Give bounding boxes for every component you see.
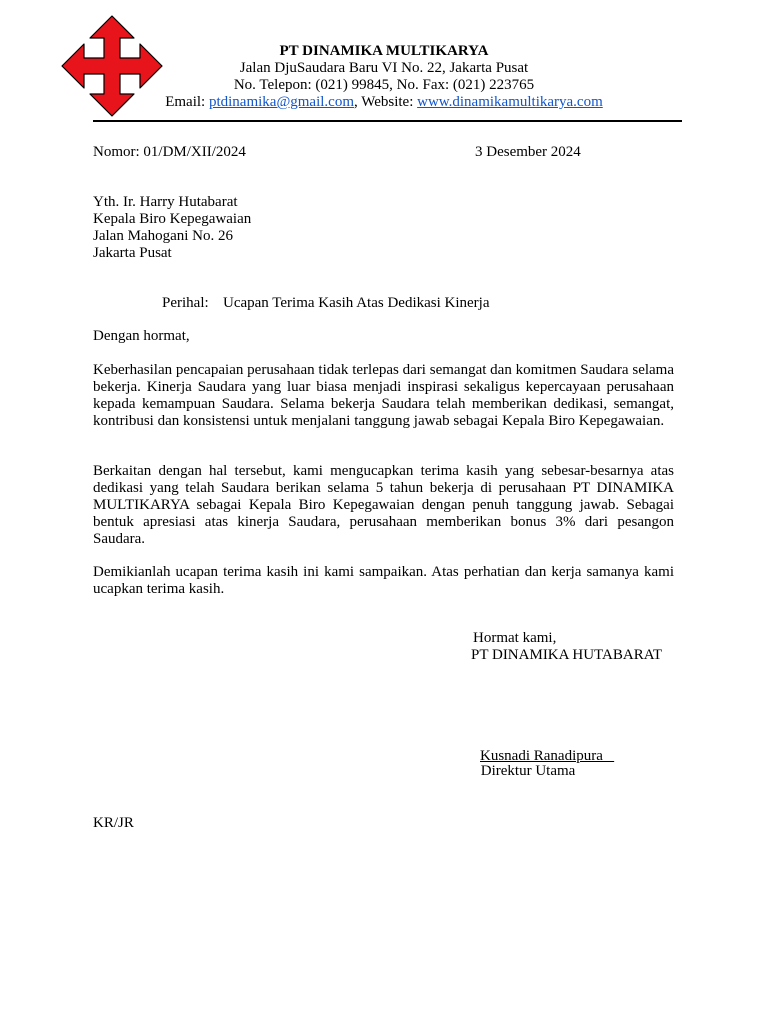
reference-initials: KR/JR (93, 815, 134, 831)
letterhead-divider (93, 120, 682, 122)
company-contact-line (100, 94, 668, 111)
closing-salutation: Hormat kami, (473, 630, 557, 646)
website-link[interactable]: www.dinamikamultikarya.com (417, 94, 603, 110)
signer-title: Direktur Utama (477, 763, 576, 779)
signer-name: Kusnadi Ranadipura (480, 748, 615, 764)
company-phone-fax: No. Telepon: (021) 99845, No. Fax: (021) 223765 (233, 77, 535, 93)
body-paragraph-2: Berkaitan dengan hal tersebut, kami mengucapkan terima kasih yang sebesar-besarnya atas dedikasi yang telah Saudara berikan selama 5 tahun bekerja di perusahaan PT DINAMIKA MULTIKARYA sebagai Kepala Biro Kepegawaian dengan penuh tanggung jawab. Sebagai bentuk apresiasi atas kinerja Saudara, perusahaan memberikan bonus 3% dari pesangon Saudara. (93, 463, 674, 547)
email-label: Email: (165, 94, 209, 110)
subject-text: Ucapan Terima Kasih Atas Dedikasi Kinerja (223, 295, 490, 311)
body-paragraph-3: Demikianlah ucapan terima kasih ini kami sampaikan. Atas perhatian dan kerja samanya kami ucapkan terima kasih. (93, 564, 674, 597)
subject-label: Perihal: (162, 295, 209, 311)
website-label: , Website: (354, 94, 418, 110)
body-paragraph-1: Keberhasilan pencapaian perusahaan tidak terlepas dari semangat dan komitmen Saudara selama bekerja. Kinerja Saudara yang luar biasa menjadi inspirasi sekaligus kepercayaan perusahaan kepada kemampuan Saudara. Selama bekerja Saudara telah memberikan dedikasi, semangat, kontribusi dan konsistensi untuk menjalani tanggung jawab sebagai Kepala Biro Kepegawaian. (93, 362, 674, 429)
letter-number: Nomor: 01/DM/XII/2024 (93, 144, 246, 160)
company-name: PT DINAMIKA MULTIKARYA (279, 43, 489, 59)
greeting: Dengan hormat, (93, 328, 190, 344)
recipient-name: Yth. Ir. Harry Hutabarat (93, 194, 238, 210)
company-address: Jalan DjuSaudara Baru VI No. 22, Jakarta Pusat (239, 60, 529, 76)
recipient-city: Jakarta Pusat (93, 245, 172, 261)
email-link[interactable]: ptdinamika@gmail.com (208, 94, 355, 110)
letter-date: 3 Desember 2024 (475, 144, 581, 160)
recipient-street: Jalan Mahogani No. 26 (93, 228, 233, 244)
closing-company: PT DINAMIKA HUTABARAT (471, 647, 663, 663)
recipient-position: Kepala Biro Kepegawaian (93, 211, 252, 227)
